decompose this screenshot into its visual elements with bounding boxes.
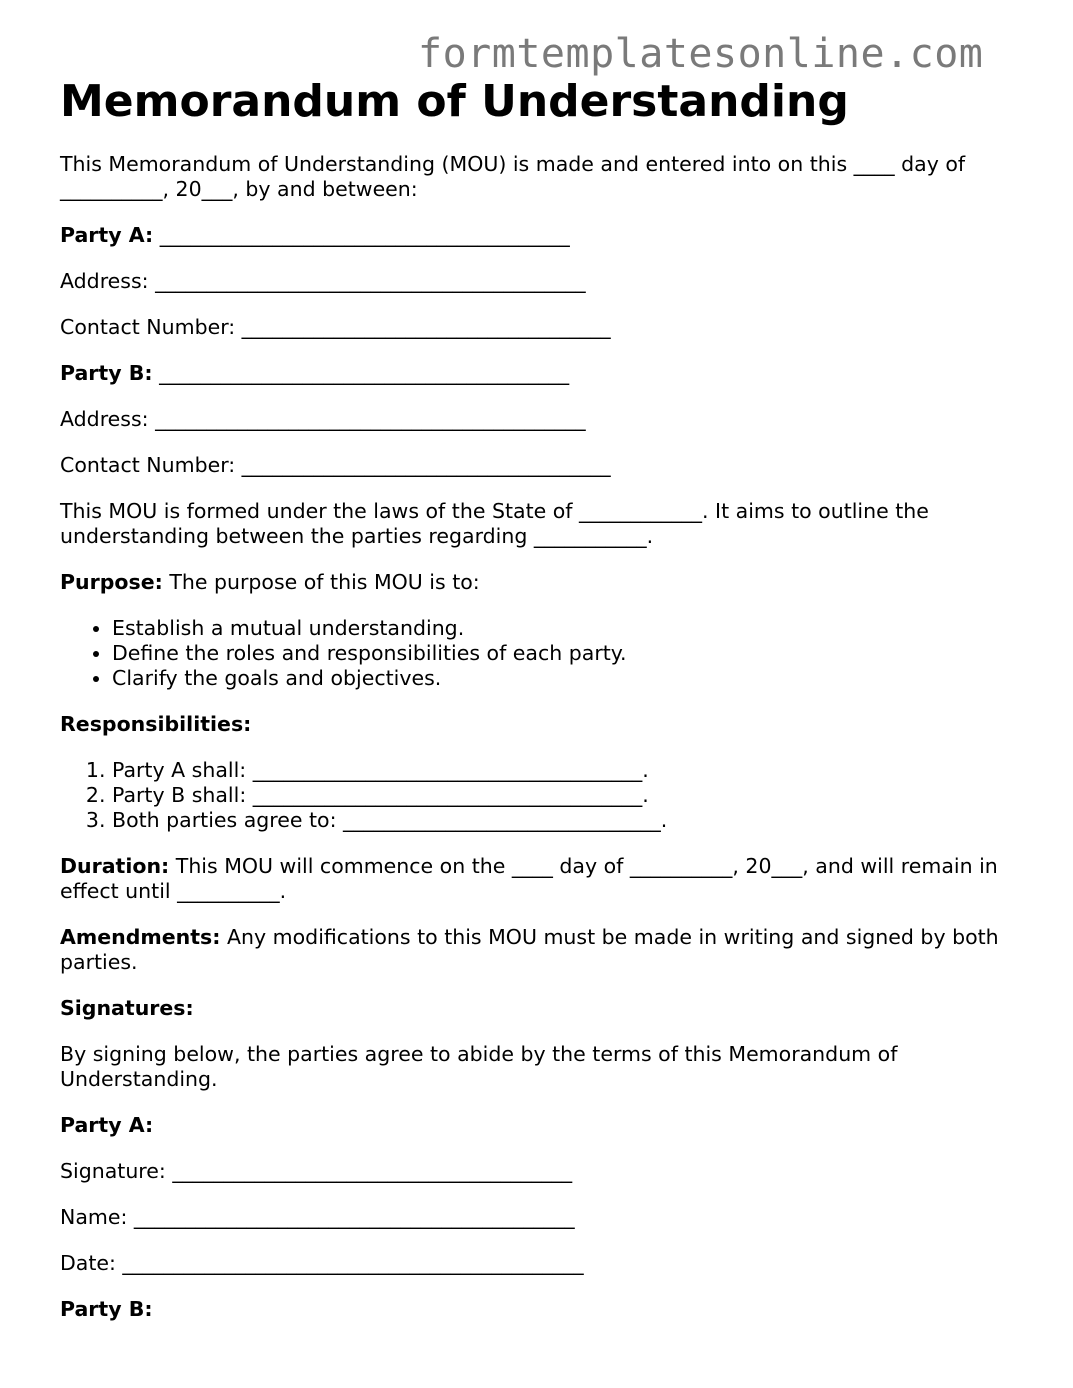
party-b-address-field: Address: __________________________________________ bbox=[60, 407, 586, 431]
list-item: • Clarify the goals and objectives. bbox=[112, 666, 1035, 691]
signatures-paragraph: By signing below, the parties agree to abide by the terms of this Memorandum of Understanding. bbox=[60, 1042, 898, 1091]
intro-paragraph: This Memorandum of Understanding (MOU) is made and entered into on this ____ day of __________, 20___, by and between: bbox=[60, 152, 966, 201]
signatures-label: Signatures: bbox=[60, 996, 194, 1020]
party-a-contact-field: Contact Number: ____________________________________ bbox=[60, 315, 611, 339]
duration-text: This MOU will commence on the ____ day of __________, 20___, and will remain in effect until __________. bbox=[60, 854, 998, 903]
purpose-label: Purpose: bbox=[60, 570, 163, 594]
laws-paragraph: This MOU is formed under the laws of the State of ____________. It aims to outline the understanding between the parties regarding ___________. bbox=[60, 499, 929, 548]
signature-party-b-label: Party B: bbox=[60, 1297, 153, 1321]
amendments-text: Any modifications to this MOU must be made in writing and signed by both parties. bbox=[60, 925, 999, 974]
list-item: • Define the roles and responsibilities of each party. bbox=[112, 641, 1035, 666]
list-item: 3. Both parties agree to: _______________________________. bbox=[112, 808, 1035, 833]
signature-party-b-heading bbox=[60, 1297, 1035, 1322]
purpose-paragraph bbox=[60, 570, 1035, 595]
list-item: • Establish a mutual understanding. bbox=[112, 616, 1035, 641]
watermark-text: formtemplatesonline.com bbox=[418, 31, 984, 77]
party-b-name-field bbox=[60, 361, 1035, 386]
list-item: 1. Party A shall: ______________________________________. bbox=[112, 758, 1035, 783]
party-a-signature-field: Signature: _______________________________________ bbox=[60, 1159, 573, 1183]
amendments-paragraph bbox=[60, 925, 1035, 975]
purpose-text: The purpose of this MOU is to: bbox=[169, 570, 480, 594]
responsibilities-list bbox=[60, 758, 1035, 833]
signatures-heading bbox=[60, 996, 1035, 1021]
signature-party-a-label: Party A: bbox=[60, 1113, 154, 1137]
list-item: 2. Party B shall: ______________________________________. bbox=[112, 783, 1035, 808]
party-b-name-blank: ________________________________________ bbox=[159, 361, 570, 385]
party-a-date-field: Date: _____________________________________________ bbox=[60, 1251, 584, 1275]
purpose-list bbox=[60, 616, 1035, 691]
responsibilities-heading bbox=[60, 712, 1035, 737]
duration-paragraph bbox=[60, 854, 1035, 904]
document-page bbox=[60, 76, 1035, 1343]
party-b-contact-field: Contact Number: ____________________________________ bbox=[60, 453, 611, 477]
amendments-label: Amendments: bbox=[60, 925, 221, 949]
responsibilities-label: Responsibilities: bbox=[60, 712, 252, 736]
party-a-name-field bbox=[60, 223, 1035, 248]
party-a-printed-name-field: Name: ___________________________________________ bbox=[60, 1205, 575, 1229]
signature-party-a-heading bbox=[60, 1113, 1035, 1138]
page-title: Memorandum of Understanding bbox=[60, 76, 849, 127]
party-b-label: Party B: bbox=[60, 361, 153, 385]
party-a-label: Party A: bbox=[60, 223, 154, 247]
party-a-address-field: Address: __________________________________________ bbox=[60, 269, 586, 293]
duration-label: Duration: bbox=[60, 854, 170, 878]
party-a-name-blank: ________________________________________ bbox=[159, 223, 570, 247]
